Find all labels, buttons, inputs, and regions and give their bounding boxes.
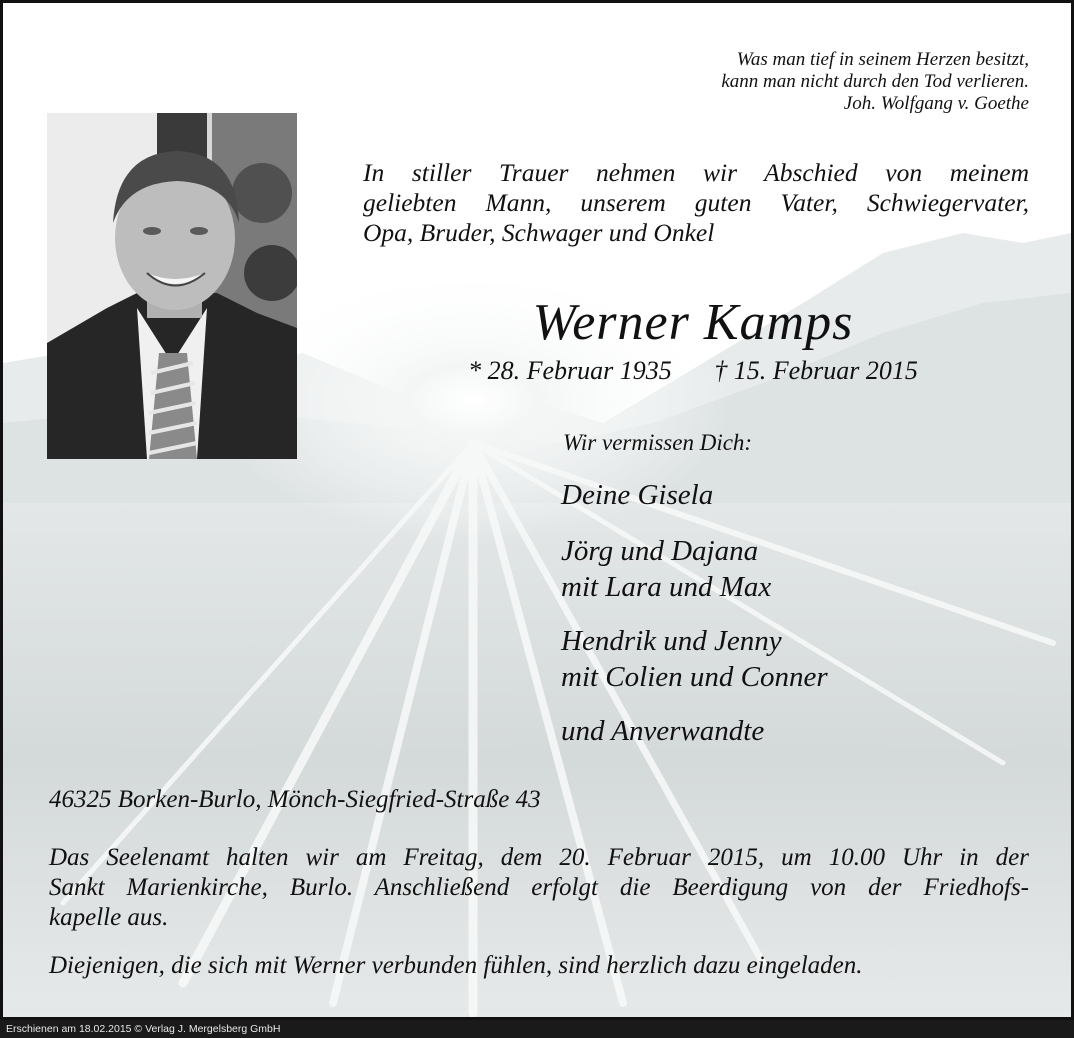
intro-line-2: geliebten Mann, unserem guten Vater, Schwiegervater, <box>363 188 1029 217</box>
mourner-line: Jörg und Dajana <box>561 535 759 567</box>
mourner-line: mit Colien und Conner <box>561 661 828 693</box>
birth-date: * 28. Februar 1935 <box>468 356 672 385</box>
funeral-service-info <box>49 843 1029 933</box>
service-line-1: Das Seelenamt halten wir am Freitag, dem 20. Februar 2015, um 10.00 Uhr in der <box>49 844 1029 871</box>
intro-line-3: Opa, Bruder, Schwager und Onkel <box>363 218 715 247</box>
mourner-line: Hendrik und Jenny <box>561 625 782 657</box>
mourner-group-4 <box>561 713 764 749</box>
mourners-heading: Wir vermissen Dich: <box>563 430 753 455</box>
service-line-2: Sankt Marienkirche, Burlo. Anschließend erfolgt die Beerdigung von der Friedhofs- <box>49 874 1029 901</box>
mourner-line: mit Lara und Max <box>561 571 772 603</box>
deceased-name: Werner Kamps <box>532 294 854 351</box>
quote-author: Joh. Wolfgang v. Goethe <box>843 93 1029 114</box>
goethe-quote <box>721 49 1029 115</box>
mourner-group-2 <box>561 533 771 605</box>
quote-line-2: kann man nicht durch den Tod verlieren. <box>721 71 1029 92</box>
mourner-group-1 <box>561 477 713 513</box>
invitation-text: Diejenigen, die sich mit Werner verbunden fühlen, sind herzlich dazu eingeladen. <box>49 952 863 979</box>
life-dates <box>363 356 1023 386</box>
quote-line-1: Was man tief in seinem Herzen besitzt, <box>736 49 1029 70</box>
death-date: † 15. Februar 2015 <box>714 356 918 385</box>
mourning-intro <box>363 158 1029 248</box>
service-line-3: kapelle aus. <box>49 904 169 931</box>
mourner-group-3 <box>561 623 828 695</box>
publication-footer: Erschienen am 18.02.2015 © Verlag J. Mergelsberg GmbH <box>0 1020 1074 1038</box>
mourner-line: und Anverwandte <box>561 715 765 747</box>
mourner-line: Deine Gisela <box>561 479 714 511</box>
family-address: 46325 Borken-Burlo, Mönch-Siegfried-Straße 43 <box>49 786 541 813</box>
portrait-photo <box>47 113 297 459</box>
intro-line-1: In stiller Trauer nehmen wir Abschied von meinem <box>363 158 1029 187</box>
